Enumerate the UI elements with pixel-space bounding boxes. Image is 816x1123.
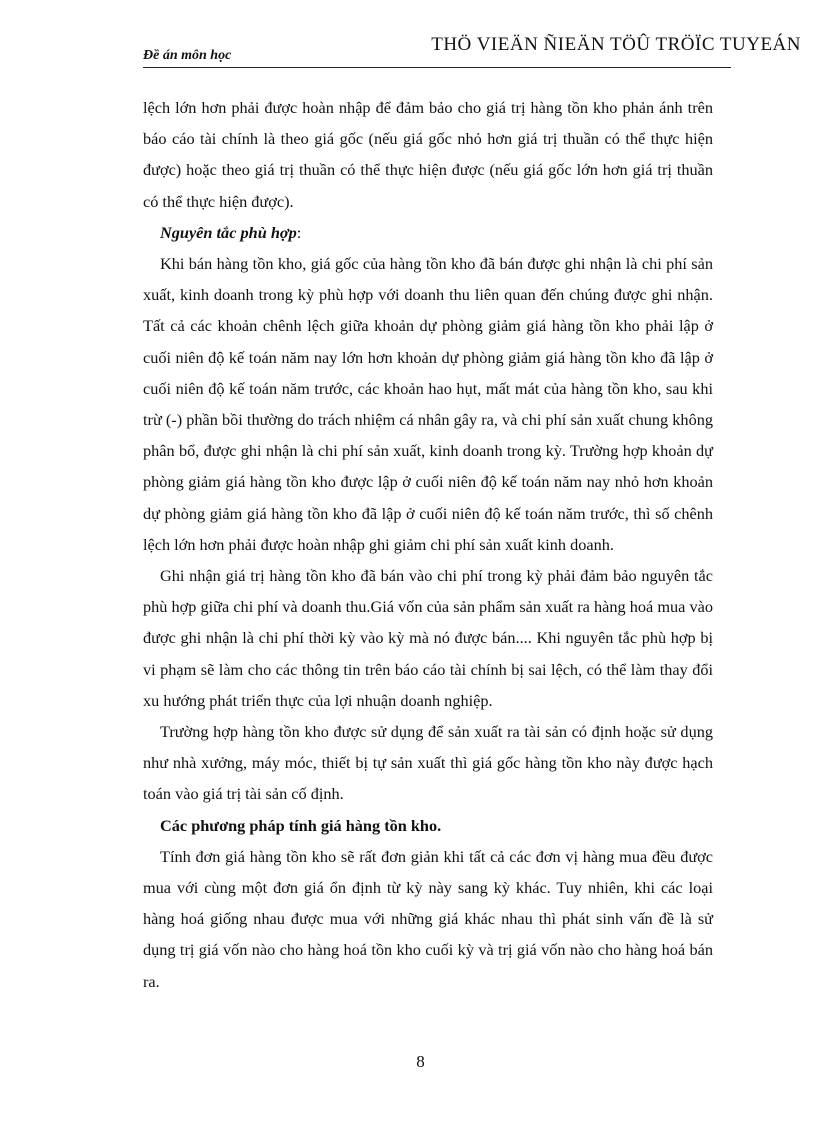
paragraph-continuation: lệch lớn hơn phải được hoàn nhập để đảm bảo cho giá trị hàng tồn kho phản ánh trên báo cáo tài chính là theo giá gốc (nếu giá gốc nhỏ hơn giá trị thuần có thể thực hiện được) hoặc theo giá trị thuần có thể thực hiện được (nếu giá gốc lớn hơn giá trị thuần có thể thực hiện được). <box>143 98 713 211</box>
paragraph-sale-cost: Khi bán hàng tồn kho, giá gốc của hàng tồn kho đã bán được ghi nhận là chi phí sản xuất, kinh doanh trong kỳ phù hợp với doanh thu liên quan đến chúng được ghi nhận. Tất cả các khoản chênh lệch giữa khoản dự phòng giảm giá hàng tồn kho phải lập ở cuối niên độ kế toán năm nay lớn hơn khoản dự phòng giảm giá hàng tồn kho đã lập ở cuối niên độ kế toán năm trước, các khoản hao hụt, mất mát của hàng tồn kho, sau khi trừ (-) phần bồi thường do trách nhiệm cá nhân gây ra, và chi phí sản xuất chung không phân bổ, được ghi nhận là chi phí sản xuất, kinh doanh trong kỳ. Trường hợp khoản dự phòng giảm giá hàng tồn kho được lập ở cuối niên độ kế toán năm nay nhỏ hơn khoản dự phòng giảm giá hàng tồn kho đã lập ở cuối niên độ kế toán năm trước, thì số chênh lệch lớn hơn phải được hoàn nhập ghi giảm chi phí sản xuất kinh doanh. <box>143 254 713 554</box>
paragraph-fixed-assets: Trường hợp hàng tồn kho được sử dụng để sản xuất ra tài sản có định hoặc sử dụng như nhà xưởng, máy móc, thiết bị tự sản xuất thì giá gốc hàng tồn kho này được hạch toán vào giá trị tài sản cố định. <box>143 722 713 804</box>
header-course-label: Đề án môn học <box>143 48 232 63</box>
subheading-colon: : <box>296 222 302 242</box>
paragraph-unit-price: Tính đơn giá hàng tồn kho sẽ rất đơn giản khi tất cả các đơn vị hàng mua đều được mua với cùng một đơn giá ổn định từ kỳ này sang kỳ khác. Tuy nhiên, khi các loại hàng hoá giống nhau được mua với những giá khác nhau thì phát sinh vấn đề là sử dụng trị giá vốn nào cho hàng hoá tồn kho cuối kỳ và trị giá vốn nào cho hàng hoá bán ra. <box>143 846 713 991</box>
subheading-text: Nguyên tắc phù hợp <box>160 222 297 242</box>
subheading-matching-principle <box>143 217 713 248</box>
page-number: 8 <box>416 1052 425 1071</box>
section-title-pricing-methods: Các phương pháp tính giá hàng tồn kho. <box>160 815 442 835</box>
paragraph-recognition: Ghi nhận giá trị hàng tồn kho đã bán vào chi phí trong kỳ phải đảm bảo nguyên tắc phù hợp giữa chi phí và doanh thu.Giá vốn của sản phẩm sản xuất ra hàng hoá mua vào được ghi nhận là chi phí thời kỳ vào kỳ mà nó được bán.... Khi nguyên tắc phù hợp bị vi phạm sẽ làm cho các thông tin trên báo cáo tài chính bị sai lệch, có thể làm thay đổi xu hướng phát triển thực của lợi nhuận doanh nghiệp. <box>143 566 713 710</box>
page-header <box>143 22 801 68</box>
header-library-title: THÖ VIEÄN ÑIEÄN TÖÛ TRÖÏC TUYEÁN <box>431 34 801 55</box>
document-body <box>143 92 713 997</box>
header-divider <box>143 67 731 68</box>
